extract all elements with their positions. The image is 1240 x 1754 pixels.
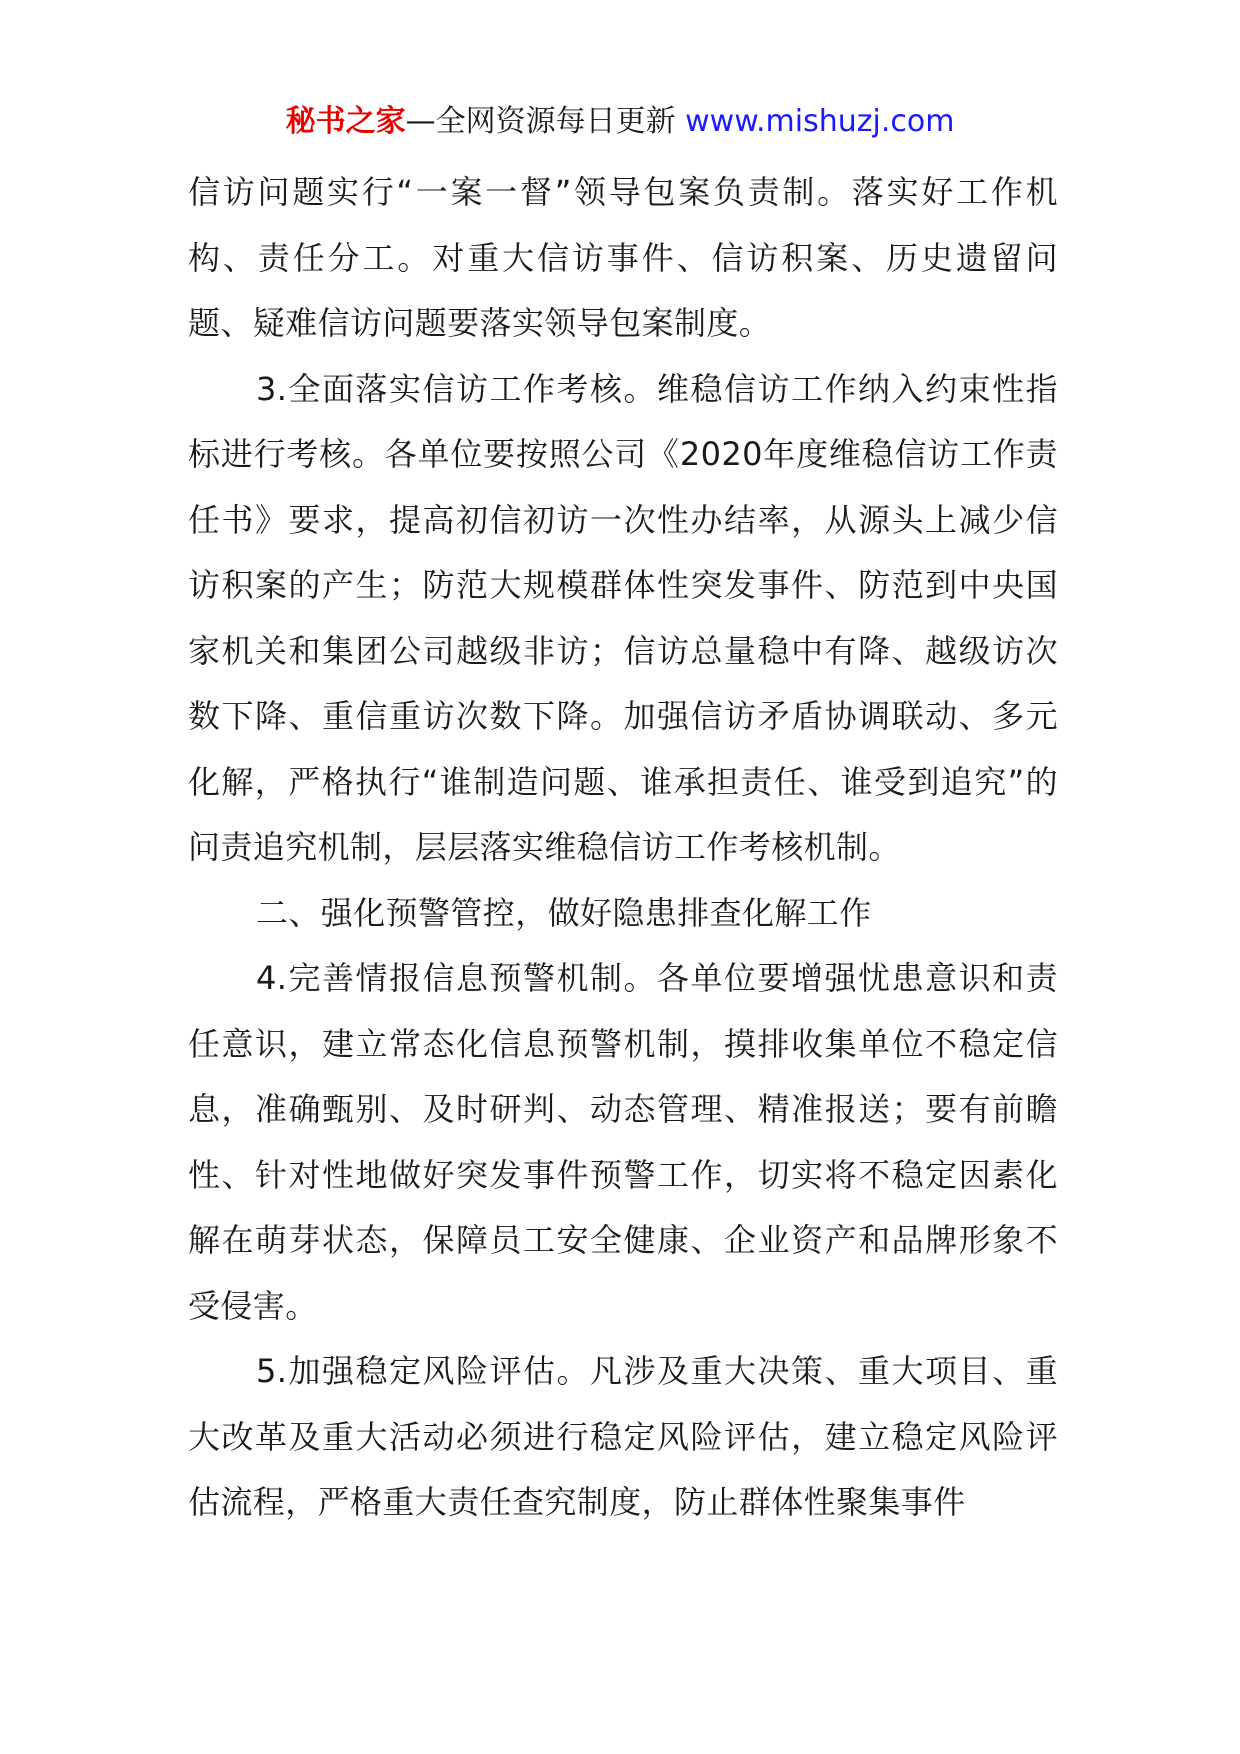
section-heading-2: 二、强化预警管控，做好隐患排查化解工作 (256, 893, 872, 932)
site-brand: 秘书之家 (285, 104, 406, 139)
paragraph-item-3: 3.全面落实信访工作考核。维稳信访工作纳入约束性指标进行考核。各单位要按照公司《2020年度维稳信访工作责任书》要求，提高初信初访一次性办结率，从源头上减少信访积案的产生；防范大规模群体性突发事件、防范到中央国家机关和集团公司越级非访；信访总量稳中有降、越级访次数下降、重信重访次数下降。加强信访矛盾协调联动、多元化解，严格执行“谁制造问题、谁承担责任、谁受到追究”的问责追究机制，层层落实维稳信访工作考核机制。 (188, 369, 1058, 866)
paragraph-item-4: 4.完善情报信息预警机制。各单位要增强忧患意识和责任意识，建立常态化信息预警机制，摸排收集单位不稳定信息，准确甄别、及时研判、动态管理、精准报送；要有前瞻性、针对性地做好突发事件预警工作，切实将不稳定因素化解在萌芽状态，保障员工安全健康、企业资产和品牌形象不受侵害。 (188, 959, 1058, 1325)
paragraph-continuation: 信访问题实行“一案一督”领导包案负责制。落实好工作机构、责任分工。对重大信访事件、信访积案、历史遗留问题、疑难信访问题要落实领导包案制度。 (188, 173, 1058, 342)
page-header (0, 100, 1240, 144)
document-body (188, 160, 1058, 1536)
paragraph-item-5: 5.加强稳定风险评估。凡涉及重大决策、重大项目、重大改革及重大活动必须进行稳定风险评估，建立稳定风险评估流程，严格重大责任查究制度，防止群体性聚集事件 (188, 1352, 1058, 1521)
site-tagline: —全网资源每日更新 (405, 104, 676, 139)
site-url-link[interactable]: www.mishuzj.com (685, 104, 955, 139)
